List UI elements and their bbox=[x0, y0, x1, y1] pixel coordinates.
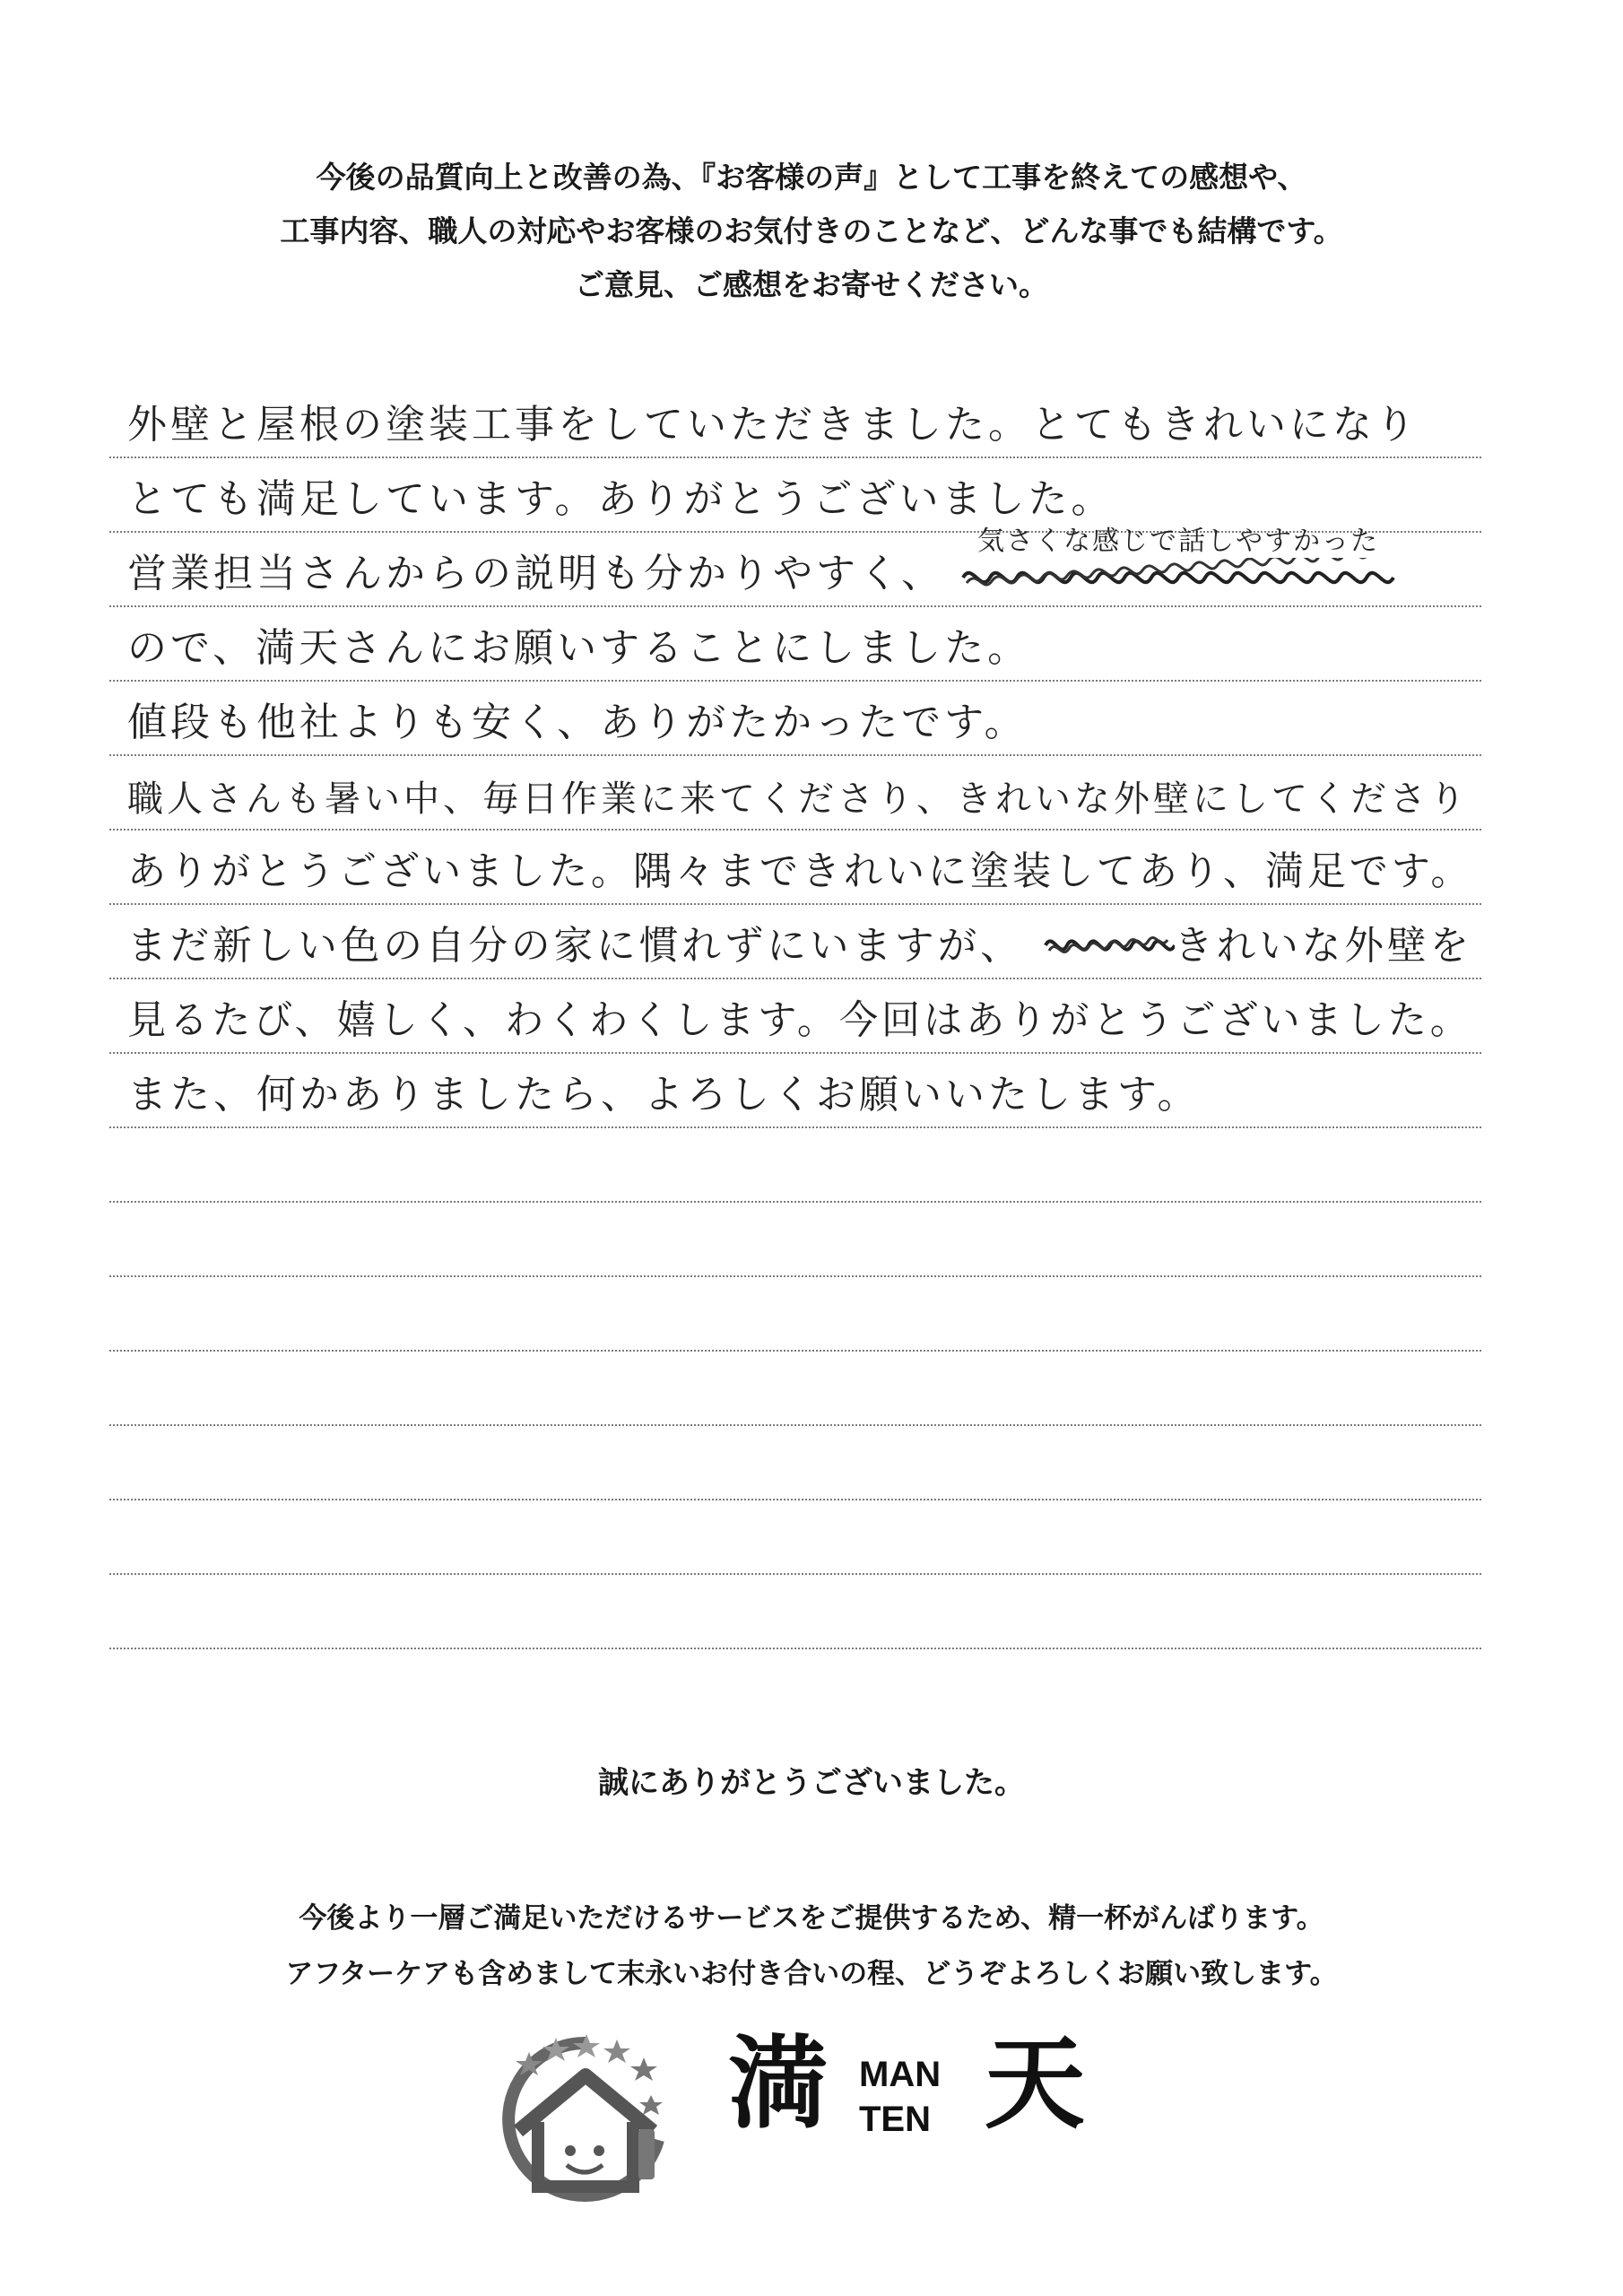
comment-line-text: 見るたび、嬉しく、わくわくします。今回はありがとうございました。 bbox=[127, 997, 1472, 1043]
comment-line bbox=[109, 1500, 1481, 1575]
closing-line-2: アフターケアも含めまして末永いお付き合いの程、どうぞよろしくお願い致します。 bbox=[285, 1958, 1338, 1990]
comment-line bbox=[109, 979, 1481, 1054]
comment-line bbox=[109, 1128, 1481, 1203]
comment-line-text: 外壁と屋根の塗装工事をしていただきました。とてもきれいになり bbox=[127, 402, 1419, 448]
comment-line-text: まだ新しい色の自分の家に慣れずにいますが、 きれいな外壁を bbox=[127, 923, 1472, 969]
comment-line bbox=[109, 831, 1481, 905]
comment-line-text: 値段も他社よりも安く、ありがたかったです。 bbox=[127, 700, 1028, 745]
intro-line-1: 今後の品質向上と改善の為、『お客様の声』として工事を終えての感想や、 bbox=[316, 160, 1307, 195]
house-logo-icon bbox=[491, 2025, 680, 2205]
comment-line bbox=[109, 905, 1481, 979]
comment-line bbox=[109, 1352, 1481, 1426]
comment-line-text: ありがとうございました。隅々まできれいに塗装してあり、満足です。 bbox=[127, 848, 1473, 894]
scribble-mark bbox=[1040, 927, 1175, 963]
closing-message bbox=[0, 1891, 1623, 2002]
comment-line bbox=[109, 1054, 1481, 1128]
handwritten-insertion: 気さくな感じで話しやすかった bbox=[977, 526, 1379, 557]
brand-roman-ten: TEN bbox=[859, 2100, 931, 2139]
comment-line-text: ので、満天さんにお願いすることにしました。 bbox=[127, 625, 1031, 671]
comment-line bbox=[109, 1277, 1481, 1352]
comment-line-text: また、何かありましたら、よろしくお願いいたします。 bbox=[127, 1072, 1201, 1118]
brand-kanji-ten: 天 bbox=[985, 2026, 1085, 2143]
comment-line bbox=[109, 384, 1481, 458]
thank-you-message: 誠にありがとうございました。 bbox=[598, 1765, 1025, 1801]
intro-line-2: 工事内容、職人の対応やお客様のお気付きのことなど、どんな事でも結構です。 bbox=[280, 213, 1343, 248]
comment-line bbox=[109, 1203, 1481, 1277]
brand-roman-man: MAN bbox=[859, 2055, 942, 2094]
comment-line-text: 営業担当さんからの説明も分かりやすく、 bbox=[127, 551, 945, 596]
closing-line-1: 今後より一層ご満足いただけるサービスをご提供するため、精一杯がんばります。 bbox=[299, 1902, 1324, 1935]
brand-roman bbox=[859, 2052, 941, 2142]
comment-line bbox=[109, 682, 1481, 756]
scribble-mark bbox=[958, 558, 1406, 597]
comment-line bbox=[109, 756, 1481, 831]
intro-instructions bbox=[0, 151, 1623, 312]
intro-line-3: ご意見、ご感想をお寄せください。 bbox=[575, 267, 1048, 302]
brand-kanji-man: 満 bbox=[728, 2026, 829, 2143]
comment-line bbox=[109, 1426, 1481, 1500]
comment-line bbox=[109, 1575, 1481, 1649]
comment-line-text: 職人さんも暑い中、毎日作業に来てくださり、きれいな外壁にしてくださり bbox=[127, 778, 1469, 820]
comment-line-text: とても満足しています。ありがとうございました。 bbox=[127, 476, 1115, 522]
comment-line bbox=[109, 607, 1481, 682]
